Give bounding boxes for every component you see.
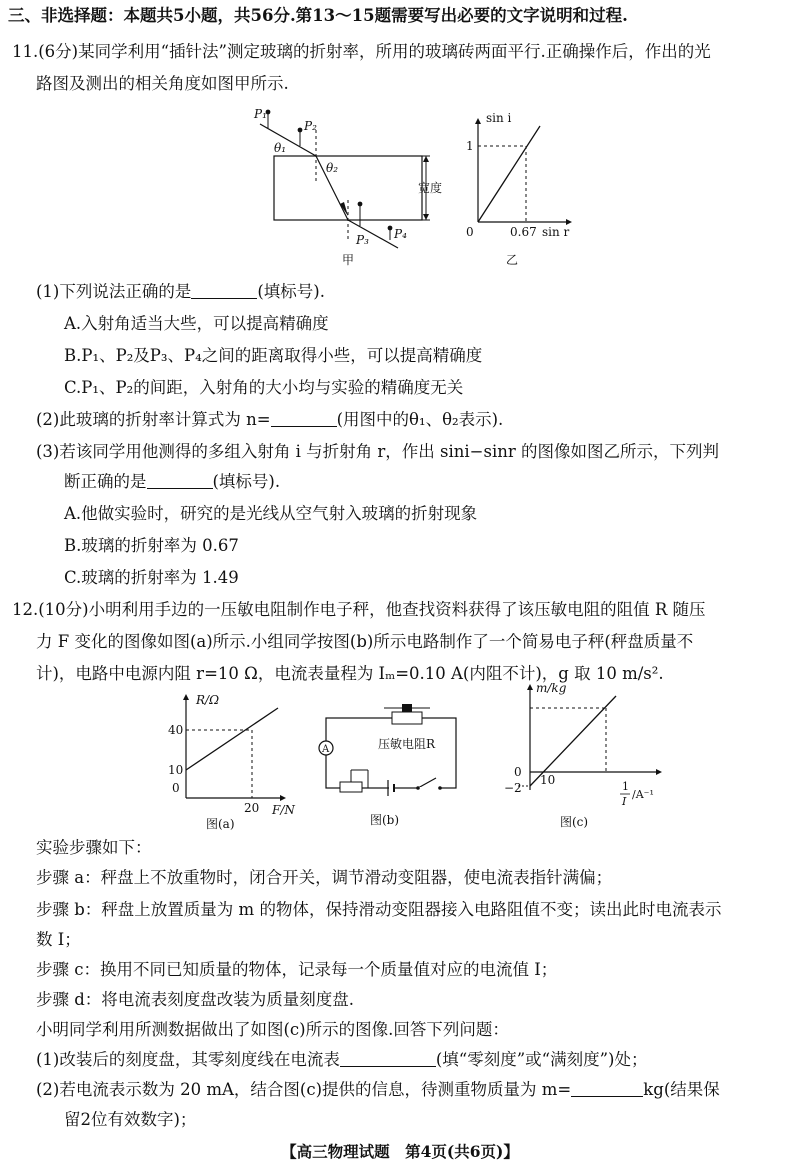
q11-sub3-option-a: A.他做实验时，研究的是光线从空气射入玻璃的折射现象 xyxy=(64,504,478,523)
yi-origin: 0 xyxy=(466,225,474,239)
q11-sub1-answer-blank[interactable] xyxy=(191,280,257,299)
q12-step-b-line2: 数 I； xyxy=(36,930,81,949)
q12-sub1: (1)改装后的刻度盘，其零刻度线在电流表 (填“零刻度”或“满刻度”)处； xyxy=(36,1050,648,1069)
label-p4: P₄ xyxy=(394,227,407,241)
c-tick-10: 10 xyxy=(540,773,556,787)
q11-sub1: (1)下列说法正确的是 (填标号). xyxy=(36,282,325,301)
q12-summary: 小明同学利用所测数据做出了如图(c)所示的图像.回答下列问题： xyxy=(36,1020,509,1039)
q12-sub1-answer-blank[interactable] xyxy=(340,1048,436,1067)
pressure-resistor xyxy=(392,712,422,724)
label-width: 宽度 xyxy=(418,181,443,195)
yi-tick-1: 1 xyxy=(466,139,474,153)
a-ylabel: R/Ω xyxy=(196,693,220,707)
caption-c: 图(c) xyxy=(560,815,589,829)
q12-step-d: 步骤 d：将电流表刻度盘改装为质量刻度盘. xyxy=(36,990,355,1009)
q12-step-c: 步骤 c：换用不同已知质量的物体，记录每一个质量值对应的电流值 I； xyxy=(36,960,558,979)
yi-tick-067: 0.67 xyxy=(510,225,537,239)
a-tick-40: 40 xyxy=(168,723,184,737)
c-origin: 0 xyxy=(514,765,522,779)
ray-arrow xyxy=(340,202,348,216)
c-ylabel: m/kg xyxy=(536,681,567,695)
q12-step-b-line1: 步骤 b：秤盘上放置质量为 m 的物体，保持滑动变阻器接入电路阻值不变；读出此时电流表示 xyxy=(36,900,722,919)
label-p3: P₃ xyxy=(356,233,369,247)
q11-sub1-option-a: A.入射角适当大些，可以提高精确度 xyxy=(64,314,329,333)
glass-block xyxy=(274,156,422,220)
ammeter-label: A xyxy=(322,744,330,755)
yi-xlabel: sin r xyxy=(542,225,570,239)
page-footer: 【高三物理试题 第4页(共6页)】 xyxy=(281,1142,519,1161)
q12-figure-b xyxy=(312,700,472,828)
caption-yi: 乙 xyxy=(506,253,519,267)
q11-sub1-option-b: B.P₁、P₂及P₃、P₄之间的距离取得小些，可以提高精确度 xyxy=(64,346,483,365)
c-xlabel-den: I xyxy=(622,795,627,808)
c-xlabel-num: 1 xyxy=(622,780,629,793)
q12-intro-line1: 12.(10分)小明利用手边的一压敏电阻制作电子秤，他查找资料获得了该压敏电阻的阻值 R 随压 xyxy=(12,600,706,619)
q12-sub2-answer-blank[interactable] xyxy=(571,1078,643,1097)
section-header: 三、非选择题：本题共5小题，共56分.第13～15题需要写出必要的文字说明和过程. xyxy=(8,6,628,25)
q11-sub3-line2: 断正确的是 (填标号). xyxy=(64,472,281,491)
caption-b: 图(b) xyxy=(370,813,400,827)
c-tick-neg2: −2 xyxy=(504,781,522,795)
q11-sub2: (2)此玻璃的折射率计算式为 n= (用图中的θ₁、θ₂表示). xyxy=(36,410,504,429)
a-origin: 0 xyxy=(172,781,180,795)
q12-step-a: 步骤 a：秤盘上不放重物时，闭合开关，调节滑动变阻器，使电流表指针满偏； xyxy=(36,868,613,887)
q11-sub3-option-c: C.玻璃的折射率为 1.49 xyxy=(64,568,239,587)
q11-sub3-line1: (3)若该同学用他测得的多组入射角 i 与折射角 r，作出 sini−sinr 的图像如图乙所示，下列判 xyxy=(36,442,719,461)
c-xlabel-unit: /A⁻¹ xyxy=(632,788,654,801)
a-data-line xyxy=(186,708,278,770)
circuit-loop xyxy=(326,718,456,788)
q12-steps-title: 实验步骤如下： xyxy=(36,838,152,857)
pin-p2 xyxy=(298,128,303,133)
yi-ylabel: sin i xyxy=(486,111,512,125)
q11-sub2-answer-blank[interactable] xyxy=(271,408,337,427)
q11-figure-yi xyxy=(460,108,580,268)
switch xyxy=(418,778,436,788)
caption-jia: 甲 xyxy=(342,253,355,267)
q12-sub2-line2: 留2位有效数字)； xyxy=(64,1110,197,1129)
q11-sub3-answer-blank[interactable] xyxy=(147,470,213,489)
a-tick-10: 10 xyxy=(168,763,184,777)
pin-p4 xyxy=(388,226,393,231)
a-tick-20: 20 xyxy=(244,801,260,815)
q12-intro-line3: 计)，电路中电源内阻 r=10 Ω，电流表量程为 Iₘ=0.10 A(内阻不计)，g 取 10 m/s². xyxy=(36,664,664,683)
rheostat xyxy=(340,782,362,792)
label-theta1: θ₁ xyxy=(274,141,287,155)
caption-a: 图(a) xyxy=(206,817,235,831)
q11-sub3-option-b: B.玻璃的折射率为 0.67 xyxy=(64,536,239,555)
q12-sub2-line1: (2)若电流表示数为 20 mA，结合图(c)提供的信息，待测重物质量为 m= kg(结果保 xyxy=(36,1080,720,1099)
label-theta2: θ₂ xyxy=(326,161,339,175)
q11-intro-line2: 路图及测出的相关角度如图甲所示. xyxy=(36,74,289,93)
label-p1: P₁ xyxy=(254,107,267,121)
q11-figure-jia xyxy=(240,100,443,270)
yi-data-line xyxy=(478,126,540,222)
pin-p3 xyxy=(358,202,363,207)
a-xlabel: F/N xyxy=(272,803,295,817)
q12-figure-c xyxy=(500,680,680,830)
q11-intro-line1: 11.(6分)某同学利用“插针法”测定玻璃的折射率，所用的玻璃砖两面平行.正确操作后，作出的光 xyxy=(12,42,711,61)
resistor-label: 压敏电阻R xyxy=(378,737,436,751)
label-p2: P₂ xyxy=(304,119,317,133)
q11-sub1-option-c: C.P₁、P₂的间距，入射角的大小均与实验的精确度无关 xyxy=(64,378,464,397)
q12-figure-a xyxy=(160,688,300,831)
q12-intro-line2: 力 F 变化的图像如图(a)所示.小组同学按图(b)所示电路制作了一个简易电子秤(秤盘质量不 xyxy=(36,632,694,651)
